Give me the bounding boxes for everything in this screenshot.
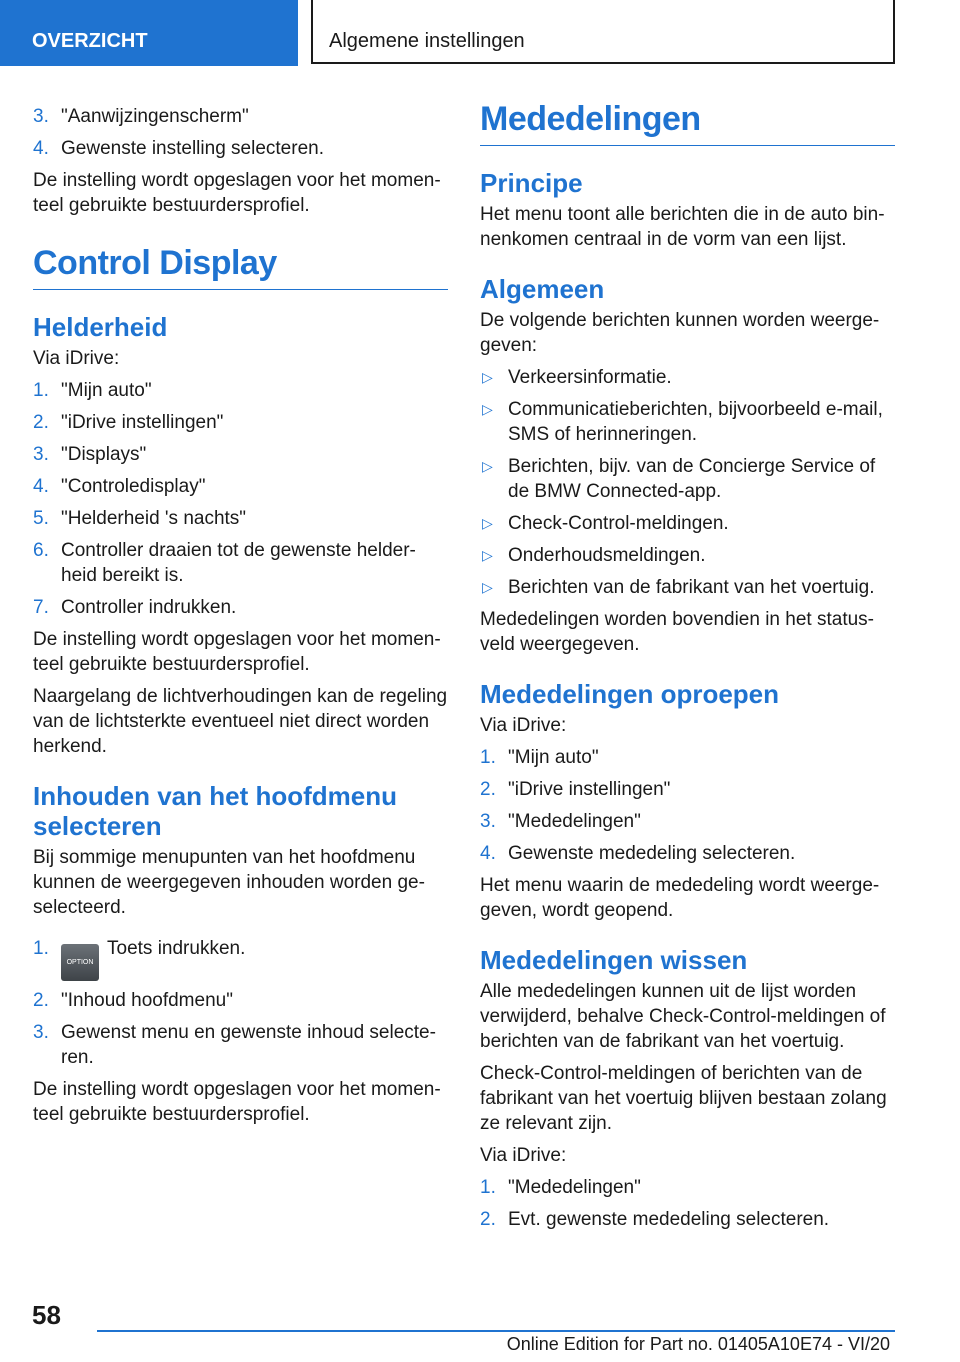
triangle-bullet-icon: ▷ — [482, 369, 493, 385]
paragraph: Bij sommige menupunten van het hoofdmenu kunnen de weergegeven inhouden worden ge-selecteerd. — [33, 847, 425, 918]
step-number: 1. — [480, 747, 496, 768]
step-text: "Mijn auto" — [508, 747, 599, 768]
step-text: Evt. gewenste mededeling selecteren. — [508, 1209, 830, 1230]
bullet-text: Berichten van de fabrikant van het voertuig. — [508, 577, 875, 598]
left-column — [33, 100, 448, 1134]
step-text: Controller draaien tot de gewenste helder-heid bereikt is. — [61, 540, 416, 586]
triangle-bullet-icon: ▷ — [482, 579, 493, 595]
page-header — [0, 0, 960, 66]
triangle-bullet-icon: ▷ — [482, 458, 493, 474]
step-text: "Aanwijzingenscherm" — [61, 106, 249, 127]
option-button-icon: OPTION — [61, 944, 99, 981]
paragraph: Naargelang de lichtverhoudingen kan de regeling van de lichtsterkte eventueel niet direct worden herkend. — [33, 686, 448, 757]
step-text: "iDrive instellingen" — [508, 779, 671, 800]
bullet-text: Verkeersinformatie. — [508, 367, 672, 388]
step-number: 4. — [480, 843, 496, 864]
top-step-list — [33, 104, 448, 161]
list-item — [33, 104, 448, 129]
list-item — [33, 595, 448, 620]
list-item — [33, 442, 448, 467]
via-idrive-label: Via iDrive: — [480, 715, 567, 736]
step-text: Gewenst menu en gewenste inhoud selecte-ren. — [61, 1022, 436, 1068]
wissen-step-list — [480, 1175, 895, 1232]
subsection-heading: Algemeen — [480, 274, 605, 304]
oproepen-step-list — [480, 745, 895, 866]
step-number: 2. — [33, 412, 49, 433]
step-number: 2. — [480, 1209, 496, 1230]
section-heading: Mededelingen — [480, 100, 895, 146]
paragraph: Alle mededelingen kunnen uit de lijst worden verwijderd, behalve Check-Control-meldingen of berichten van de fabrikant van het voertuig. — [480, 981, 886, 1052]
subsection-heading: Helderheid — [33, 312, 168, 342]
list-item — [480, 454, 895, 504]
step-number: 3. — [33, 106, 49, 127]
list-item — [33, 1020, 448, 1070]
list-item — [33, 538, 448, 588]
footer-divider — [97, 1330, 895, 1332]
step-number: 1. — [480, 1177, 496, 1198]
paragraph: Check-Control-meldingen of berichten van de fabrikant van het voertuig blijven bestaan zolang ze relevant zijn. — [480, 1063, 887, 1134]
chapter-title: Algemene instellingen — [311, 0, 895, 64]
step-text: "Helderheid 's nachts" — [61, 508, 247, 529]
bullet-text: Communicatieberichten, bijvoorbeeld e-mail, SMS of herinneringen. — [508, 399, 883, 445]
section-tab: OVERZICHT — [0, 0, 298, 66]
page-number: 58 — [32, 1300, 61, 1330]
paragraph: Het menu waarin de mededeling wordt weerge-geven, wordt geopend. — [480, 875, 880, 921]
via-idrive-label: Via iDrive: — [480, 1145, 567, 1166]
right-column — [480, 100, 895, 1239]
paragraph: Mededelingen worden bovendien in het status-veld weergegeven. — [480, 609, 874, 655]
list-item — [480, 575, 895, 600]
step-text: "Mededelingen" — [508, 1177, 641, 1198]
list-item — [480, 365, 895, 390]
list-item — [480, 397, 895, 447]
list-item — [33, 410, 448, 435]
triangle-bullet-icon: ▷ — [482, 401, 493, 417]
step-text: Gewenste instelling selecteren. — [61, 138, 324, 159]
step-number: 2. — [480, 779, 496, 800]
bullet-text: Check-Control-meldingen. — [508, 513, 729, 534]
list-item — [33, 378, 448, 403]
triangle-bullet-icon: ▷ — [482, 515, 493, 531]
step-text: "Mijn auto" — [61, 380, 152, 401]
step-number: 2. — [33, 990, 49, 1011]
step-number: 4. — [33, 476, 49, 497]
list-item — [33, 936, 448, 981]
message-type-list — [480, 365, 895, 600]
step-number: 1. — [33, 380, 49, 401]
step-text: Toets indrukken. — [107, 938, 246, 959]
paragraph: De instelling wordt opgeslagen voor het momen-teel gebruikte bestuurdersprofiel. — [33, 629, 441, 675]
list-item — [480, 809, 895, 834]
paragraph: Het menu toont alle berichten die in de auto bin-nenkomen centraal in de vorm van een lijst. — [480, 204, 885, 250]
step-text: "iDrive instellingen" — [61, 412, 224, 433]
list-item — [480, 745, 895, 770]
bullet-text: Berichten, bijv. van de Concierge Service of de BMW Connected-app. — [508, 456, 876, 502]
triangle-bullet-icon: ▷ — [482, 547, 493, 563]
step-number: 3. — [480, 811, 496, 832]
section-heading: Control Display — [33, 244, 448, 290]
list-item — [33, 474, 448, 499]
subsection-heading: Principe — [480, 168, 583, 198]
step-text: "Displays" — [61, 444, 147, 465]
bullet-text: Onderhoudsmeldingen. — [508, 545, 706, 566]
step-text: "Mededelingen" — [508, 811, 641, 832]
step-number: 5. — [33, 508, 49, 529]
step-number: 4. — [33, 138, 49, 159]
list-item — [33, 988, 448, 1013]
list-item — [480, 1175, 895, 1200]
step-text: "Controledisplay" — [61, 476, 206, 497]
brightness-step-list — [33, 378, 448, 620]
list-item — [480, 777, 895, 802]
list-item — [480, 841, 895, 866]
via-idrive-label: Via iDrive: — [33, 348, 120, 369]
paragraph: De instelling wordt opgeslagen voor het momen-teel gebruikte bestuurdersprofiel. — [33, 1079, 441, 1125]
step-text: Gewenste mededeling selecteren. — [508, 843, 796, 864]
menu-step-list — [33, 936, 448, 1070]
step-number: 1. — [33, 938, 49, 959]
subsection-heading: Inhouden van het hoofdmenu selecteren — [33, 781, 397, 841]
edition-text: Online Edition for Part no. 01405A10E74 - VI/20 — [506, 1334, 890, 1354]
list-item — [480, 511, 895, 536]
list-item — [33, 136, 448, 161]
step-number: 7. — [33, 597, 49, 618]
list-item — [480, 543, 895, 568]
step-number: 6. — [33, 540, 49, 561]
list-item — [33, 506, 448, 531]
step-text: "Inhoud hoofdmenu" — [61, 990, 233, 1011]
step-text: Controller indrukken. — [61, 597, 237, 618]
paragraph: De volgende berichten kunnen worden weerge-geven: — [480, 310, 880, 356]
subsection-heading: Mededelingen oproepen — [480, 679, 780, 709]
step-number: 3. — [33, 1022, 49, 1043]
subsection-heading: Mededelingen wissen — [480, 945, 748, 975]
step-number: 3. — [33, 444, 49, 465]
list-item — [480, 1207, 895, 1232]
paragraph: De instelling wordt opgeslagen voor het momen-teel gebruikte bestuurdersprofiel. — [33, 170, 441, 216]
